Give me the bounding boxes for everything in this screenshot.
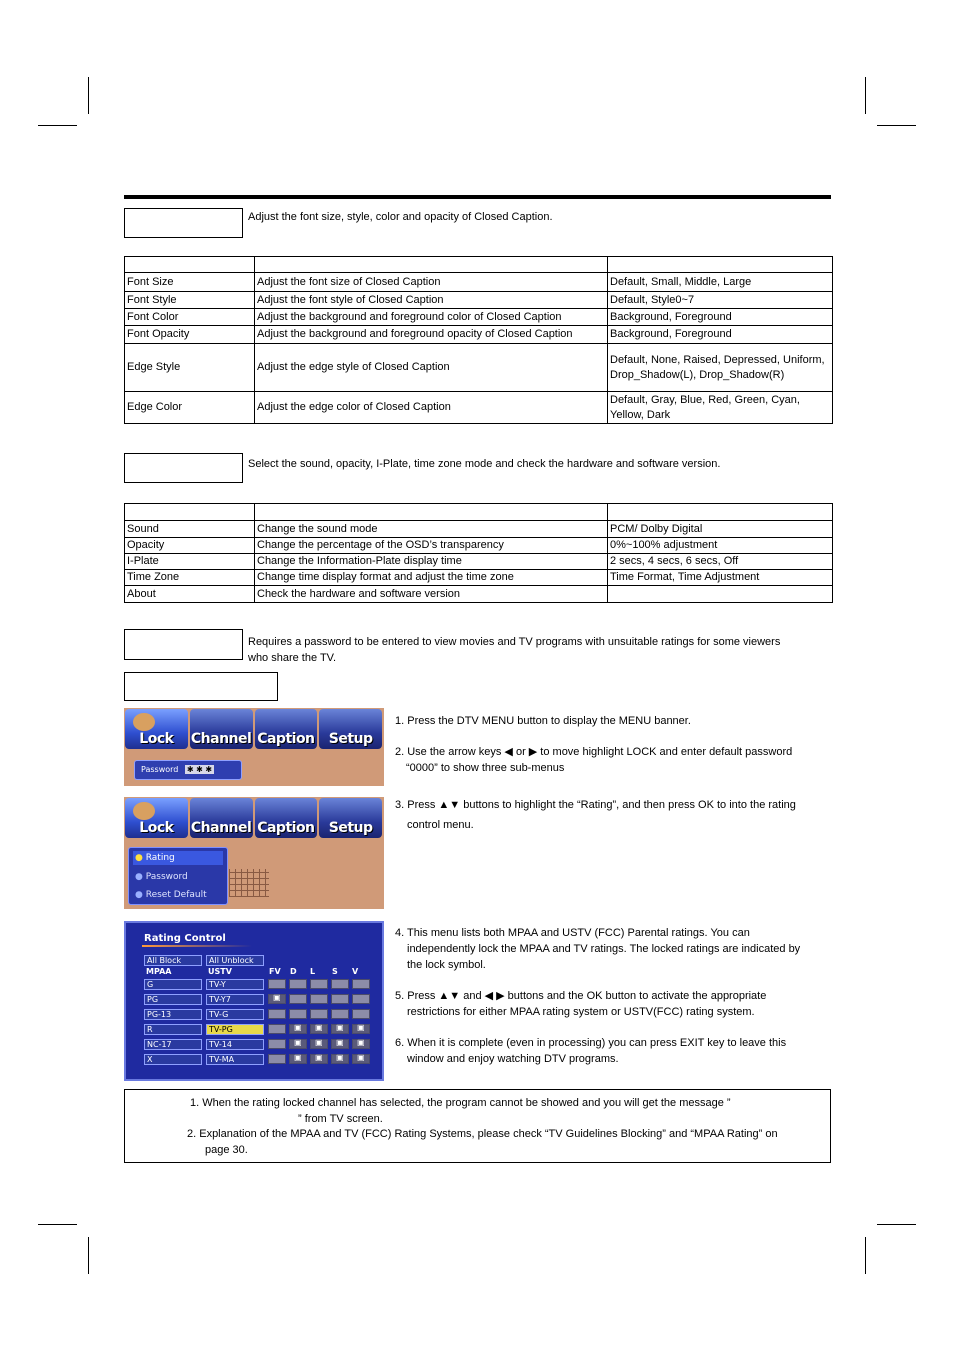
- tab-channel: Channel: [190, 798, 253, 838]
- step-5: 5. Press ▲▼ and ◀ ▶ buttons and the OK button to activate the appropriate restrictions for either MPAA rating system or USTV(FCC) rating system.: [395, 990, 767, 1018]
- table-cell: Edge Color: [125, 392, 255, 424]
- mpaa-rating: R: [144, 1024, 202, 1035]
- tab-caption: Caption: [255, 798, 318, 838]
- step-4: 4. This menu lists both MPAA and USTV (FCC) Parental ratings. You can independently lock the MPAA and TV ratings. The locked ratings are indicated by the lock symbol.: [395, 927, 801, 971]
- ustv-rating-selected: TV-PG: [206, 1024, 264, 1035]
- table-row: [125, 554, 833, 570]
- title-underline: [142, 945, 252, 947]
- crop-mark: [38, 1224, 77, 1225]
- lock-icon: [133, 802, 155, 820]
- rating-cell-locked: [352, 1039, 370, 1049]
- table-row: [125, 570, 833, 586]
- table-row: [125, 521, 833, 538]
- table-cell: Default, Small, Middle, Large: [608, 273, 833, 292]
- table-row: [125, 292, 833, 309]
- lock-submenu: [128, 847, 228, 905]
- table-cell: Change the sound mode: [255, 521, 608, 538]
- table-row: [125, 273, 833, 292]
- rating-cell: [310, 1009, 328, 1019]
- table-cell: Check the hardware and software version: [255, 586, 608, 603]
- table-cell: Adjust the background and foreground color of Closed Caption: [255, 309, 608, 326]
- section-label-box: [124, 453, 243, 483]
- table-cell: Background, Foreground: [608, 309, 833, 326]
- table-header-row: [125, 504, 833, 521]
- lock-description-line: Requires a password to be entered to view movies and TV programs with unsuitable ratings for some viewers: [248, 636, 781, 648]
- crop-mark: [877, 1224, 916, 1225]
- rating-cell: [331, 979, 349, 989]
- table-cell: Adjust the font style of Closed Caption: [255, 292, 608, 309]
- table-cell: [608, 586, 833, 603]
- password-prompt: [134, 760, 242, 780]
- table-cell: Time Zone: [125, 570, 255, 586]
- rating-cell-locked: [289, 1024, 307, 1034]
- crop-mark: [865, 77, 866, 114]
- header-rule: [124, 195, 831, 199]
- crop-mark: [38, 125, 77, 126]
- caption-table: [124, 256, 833, 424]
- crop-mark: [88, 77, 89, 114]
- table-cell: Default, None, Raised, Depressed, Uniform, Drop_Shadow(L), Drop_Shadow(R): [608, 344, 833, 392]
- setup-description: Select the sound, opacity, I-Plate, time zone mode and check the hardware and software version.: [248, 458, 721, 470]
- column-d: D: [290, 967, 297, 976]
- all-block-button: All Block: [144, 955, 202, 966]
- tab-lock: Lock: [125, 798, 188, 838]
- column-s: S: [332, 967, 338, 976]
- rating-cell: [331, 994, 349, 1004]
- rating-control-title: Rating Control: [144, 933, 226, 944]
- section-label-box: [124, 208, 243, 238]
- password-mask: ✱ ✱ ✱: [186, 765, 213, 774]
- table-row: [125, 538, 833, 554]
- table-cell: Change the Information-Plate display time: [255, 554, 608, 570]
- rating-cell: [352, 1009, 370, 1019]
- table-cell: Font Size: [125, 273, 255, 292]
- rating-cell-locked: [352, 1024, 370, 1034]
- bullet-icon: ●: [135, 853, 143, 863]
- setup-table: [124, 503, 833, 603]
- note-1: 1. When the rating locked channel has selected, the program cannot be showed and you will get the message ” ” from TV screen.: [190, 1097, 731, 1125]
- table-cell: Edge Style: [125, 344, 255, 392]
- table-cell: I-Plate: [125, 554, 255, 570]
- ustv-rating: TV-Y: [206, 979, 264, 990]
- ustv-rating: TV-14: [206, 1039, 264, 1050]
- rating-cell: [289, 979, 307, 989]
- table-row: [125, 309, 833, 326]
- column-fv: FV: [269, 967, 281, 976]
- table-cell: PCM/ Dolby Digital: [608, 521, 833, 538]
- rating-cell: [268, 1054, 286, 1064]
- rating-cell-locked: [331, 1054, 349, 1064]
- caption-description: Adjust the font size, style, color and opacity of Closed Caption.: [248, 211, 553, 223]
- submenu-item-rating: ● Rating: [133, 851, 223, 865]
- rating-cell-locked: [289, 1054, 307, 1064]
- table-cell: Default, Style0~7: [608, 292, 833, 309]
- notes-box: [124, 1089, 831, 1163]
- table-cell: Change time display format and adjust the time zone: [255, 570, 608, 586]
- crop-mark: [88, 1237, 89, 1274]
- rating-cell-locked: [289, 1039, 307, 1049]
- bullet-icon: ●: [135, 890, 143, 900]
- crop-mark: [877, 125, 916, 126]
- column-v: V: [352, 967, 359, 976]
- rating-cell: [289, 994, 307, 1004]
- step-2: 2. Use the arrow keys ◀ or ▶ to move highlight LOCK and enter default password “0000” to show three sub-menus: [395, 746, 793, 774]
- table-row: [125, 344, 833, 392]
- ustv-header: USTV: [208, 967, 232, 976]
- rating-cell: [268, 1009, 286, 1019]
- tab-setup: Setup: [319, 798, 382, 838]
- mpaa-rating: NC-17: [144, 1039, 202, 1050]
- subsection-label-box: [124, 672, 278, 701]
- table-cell: Change the percentage of the OSD’s transparency: [255, 538, 608, 554]
- column-l: L: [310, 967, 316, 976]
- ustv-rating: TV-MA: [206, 1054, 264, 1065]
- rating-cell-locked: [310, 1039, 328, 1049]
- submenu-item-password: ● Password: [135, 872, 188, 882]
- password-label: Password: [141, 765, 179, 774]
- table-cell: About: [125, 586, 255, 603]
- step-3: 3. Press ▲▼ buttons to highlight the “Rating”, and then press OK to into the rating control menu.: [395, 799, 796, 831]
- menu-password-screenshot: [124, 708, 384, 786]
- rating-cell-locked: [268, 994, 286, 1004]
- ustv-rating: TV-Y7: [206, 994, 264, 1005]
- table-cell: Time Format, Time Adjustment: [608, 570, 833, 586]
- table-cell: Sound: [125, 521, 255, 538]
- table-cell: Background, Foreground: [608, 326, 833, 344]
- table-cell: Adjust the font size of Closed Caption: [255, 273, 608, 292]
- crop-mark: [865, 1237, 866, 1274]
- all-unblock-button: All Unblock: [206, 955, 264, 966]
- table-header-row: [125, 257, 833, 273]
- mpaa-rating: X: [144, 1054, 202, 1065]
- submenu-item-reset: ● Reset Default: [135, 890, 207, 900]
- table-cell: Adjust the edge style of Closed Caption: [255, 344, 608, 392]
- rating-cell-locked: [352, 1054, 370, 1064]
- table-cell: Adjust the background and foreground opacity of Closed Caption: [255, 326, 608, 344]
- tab-setup: Setup: [319, 709, 382, 749]
- step-6: 6. When it is complete (even in processing) you can press EXIT key to leave this window and enjoy watching DTV programs.: [395, 1037, 787, 1065]
- mpaa-rating: PG: [144, 994, 202, 1005]
- rating-cell: [352, 979, 370, 989]
- table-cell: 2 secs, 4 secs, 6 secs, Off: [608, 554, 833, 570]
- menu-tab-bar: [124, 797, 383, 839]
- rating-cell: [352, 994, 370, 1004]
- rating-cell: [310, 994, 328, 1004]
- lock-icon: [133, 713, 155, 731]
- table-cell: 0%~100% adjustment: [608, 538, 833, 554]
- tab-channel: Channel: [190, 709, 253, 749]
- table-cell: Opacity: [125, 538, 255, 554]
- rating-control-screenshot: [124, 921, 384, 1081]
- table-row: [125, 326, 833, 344]
- note-2: 2. Explanation of the MPAA and TV (FCC) Rating Systems, please check “TV Guidelines Blocking” and “MPAA Rating” on page 30.: [187, 1128, 778, 1156]
- lock-description: [248, 634, 780, 666]
- tab-caption: Caption: [255, 709, 318, 749]
- rating-cell: [289, 1009, 307, 1019]
- rating-cell: [331, 1009, 349, 1019]
- rating-cell: [310, 979, 328, 989]
- rating-cell-locked: [310, 1024, 328, 1034]
- rating-cell: [268, 1024, 286, 1034]
- mpaa-header: MPAA: [146, 967, 172, 976]
- menu-tab-bar: [124, 708, 383, 750]
- table-cell: Font Style: [125, 292, 255, 309]
- rating-cell-locked: [331, 1039, 349, 1049]
- mpaa-rating: G: [144, 979, 202, 990]
- table-cell: Default, Gray, Blue, Red, Green, Cyan, Yellow, Dark: [608, 392, 833, 424]
- bullet-icon: ●: [135, 872, 143, 882]
- background-grid-decor: [229, 869, 269, 897]
- rating-cell: [268, 1039, 286, 1049]
- step-1: 1. Press the DTV MENU button to display the MENU banner.: [395, 715, 691, 727]
- menu-submenu-screenshot: [124, 797, 384, 909]
- section-label-box: [124, 629, 243, 660]
- table-cell: Adjust the edge color of Closed Caption: [255, 392, 608, 424]
- ustv-rating: TV-G: [206, 1009, 264, 1020]
- table-row: [125, 586, 833, 603]
- tab-lock: Lock: [125, 709, 188, 749]
- mpaa-rating: PG-13: [144, 1009, 202, 1020]
- rating-cell-locked: [310, 1054, 328, 1064]
- table-cell: Font Opacity: [125, 326, 255, 344]
- lock-description-line: who share the TV.: [248, 652, 337, 664]
- table-row: [125, 392, 833, 424]
- table-cell: Font Color: [125, 309, 255, 326]
- rating-cell-locked: [331, 1024, 349, 1034]
- rating-cell: [268, 979, 286, 989]
